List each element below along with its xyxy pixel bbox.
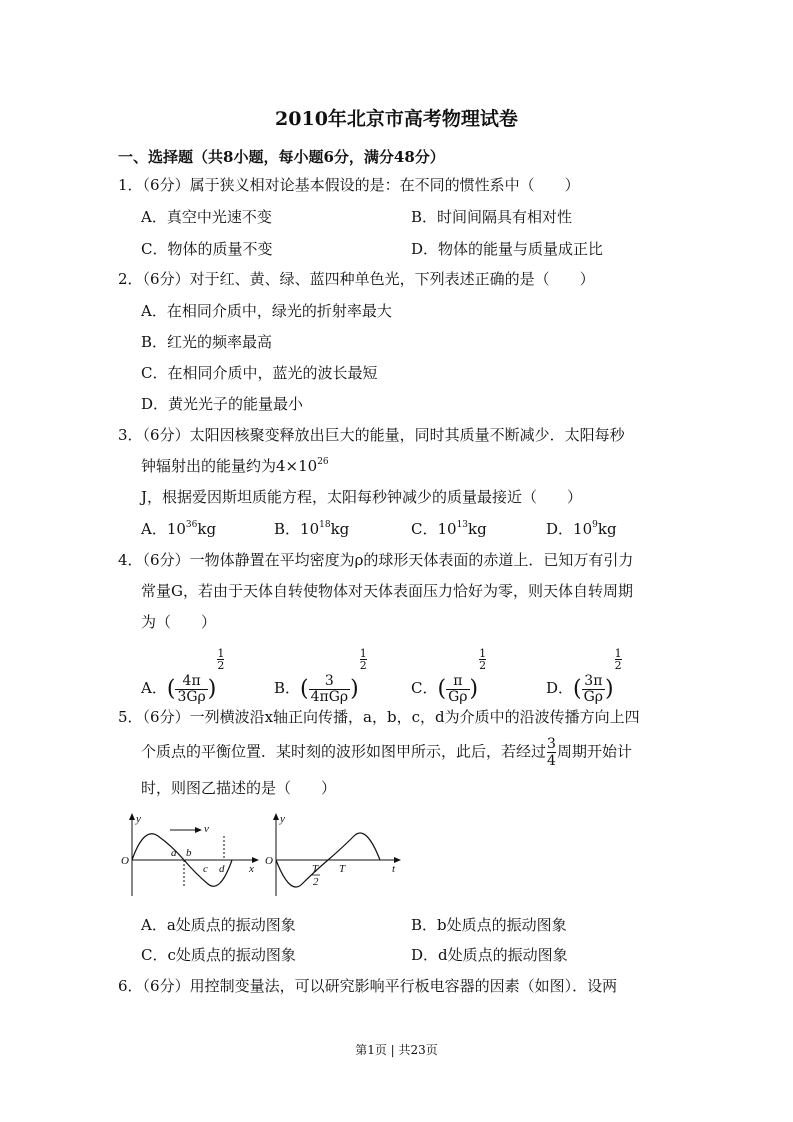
q2-stem: 2．（6分）对于红、黄、绿、蓝四种单色光，下列表述正确的是（ ）: [118, 270, 595, 288]
q1-option-c: C．物体的质量不变: [141, 240, 273, 258]
q4-stem-line3: 为（ ）: [141, 613, 217, 631]
q4-stem-line1: 4．（6分）一物体静置在平均密度为ρ的球形天体表面的赤道上．已知万有引力: [118, 551, 634, 569]
q4-option-b: B．( $\frac{3}{\text{4πGρ}}$ ) $\frac{1}{2}$: [274, 647, 367, 705]
q3-stem-line2: 钟辐射出的能量约为$4\times 10^{26}$: [141, 457, 329, 475]
q5-option-b: B．b处质点的振动图象: [411, 916, 567, 934]
page-footer: 第1页 | 共23页: [355, 1043, 438, 1057]
q3-option-a: A．$10^{36}kg$: [141, 520, 217, 538]
q3-stem-line1: 3．（6分）太阳因核聚变释放出巨大的能量，同时其质量不断减少．太阳每秒: [118, 426, 625, 444]
fig2-T-label: T: [339, 863, 346, 875]
q5-option-d: D．d处质点的振动图象: [411, 946, 568, 964]
q6-stem-line1: 6．（6分）用控制变量法，可以研究影响平行板电容器的因素（如图）．设两: [118, 977, 618, 995]
q5-stem-line3: 时，则图乙描述的是（ ）: [141, 779, 337, 797]
q3-option-d: D．$10^9kg$: [546, 520, 617, 538]
page-title: 2010年北京市高考物理试卷: [275, 108, 518, 130]
velocity-arrow-icon: [195, 827, 202, 833]
q5-stem-line2: 个质点的平衡位置．某时刻的波形如图甲所示，此后，若经过 $\frac{3}{4}$ 周期开始计: [141, 736, 632, 769]
fig2-t-label: t: [392, 863, 396, 875]
fig1-origin-label: O: [121, 855, 129, 867]
y-axis-arrow-icon: [129, 813, 135, 820]
fig2-origin-label: O: [265, 855, 273, 867]
q1-option-b: B．时间间隔具有相对性: [411, 208, 573, 226]
q2-option-c: C．在相同介质中，蓝光的波长最短: [141, 364, 378, 382]
q4-option-c: C．( $\frac{\pi}{G\rho}$ ) $\frac{1}{2}$: [411, 647, 487, 705]
q3-option-c: C．$10^{13}kg$: [411, 520, 487, 538]
q2-option-d: D．黄光光子的能量最小: [141, 395, 304, 413]
section-heading: 一、选择题（共8小题，每小题6分，满分48分）: [118, 148, 445, 166]
q2-option-b: B．红光的频率最高: [141, 333, 273, 351]
fig2-t-half-num: T: [312, 863, 319, 875]
fig1-d-label: d: [219, 863, 225, 875]
q1-option-d: D．物体的能量与质量成正比: [411, 240, 604, 258]
fig1-b-label: b: [186, 847, 192, 859]
fig1-c-label: c: [203, 863, 208, 875]
fig1-v-label: v: [204, 823, 209, 835]
q1-option-a: A．真空中光速不变: [141, 208, 272, 226]
fig1-x-label: x: [249, 863, 254, 875]
q5-option-c: C．c处质点的振动图象: [141, 946, 296, 964]
q3-option-b: B．$10^{18}kg$: [274, 520, 350, 538]
q3-stem-line3: J，根据爱因斯坦质能方程，太阳每秒钟减少的质量最接近（ ）: [141, 488, 583, 506]
q4-stem-line2: 常量G，若由于天体自转使物体对天体表面压力恰好为零，则天体自转周期: [141, 582, 633, 600]
y-axis-arrow-icon: [273, 813, 279, 820]
q1-stem: 1．（6分）属于狭义相对论基本假设的是：在不同的惯性系中（ ）: [118, 176, 580, 194]
wave-figure-jia: [118, 810, 260, 900]
fig2-y-label: y: [280, 813, 285, 825]
fig1-y-label: y: [136, 813, 141, 825]
q2-option-a: A．在相同介质中，绿光的折射率最大: [141, 302, 392, 320]
q4-option-d: D．( $\frac{3\pi}{G\rho}$ ) $\frac{1}{2}$: [546, 647, 622, 705]
wave-figure-yi: [262, 810, 407, 900]
q5-stem-line1: 5．（6分）一列横波沿x轴正向传播，a，b，c，d为介质中的沿波传播方向上四: [118, 708, 640, 726]
fig2-t-half-den: 2: [313, 876, 319, 888]
q4-option-a: A．( $\frac{4\pi}{3G\rho}$ ) $\frac{1}{2}$: [141, 647, 225, 705]
q5-option-a: A．a处质点的振动图象: [141, 916, 296, 934]
fig1-a-label: a: [171, 847, 177, 859]
